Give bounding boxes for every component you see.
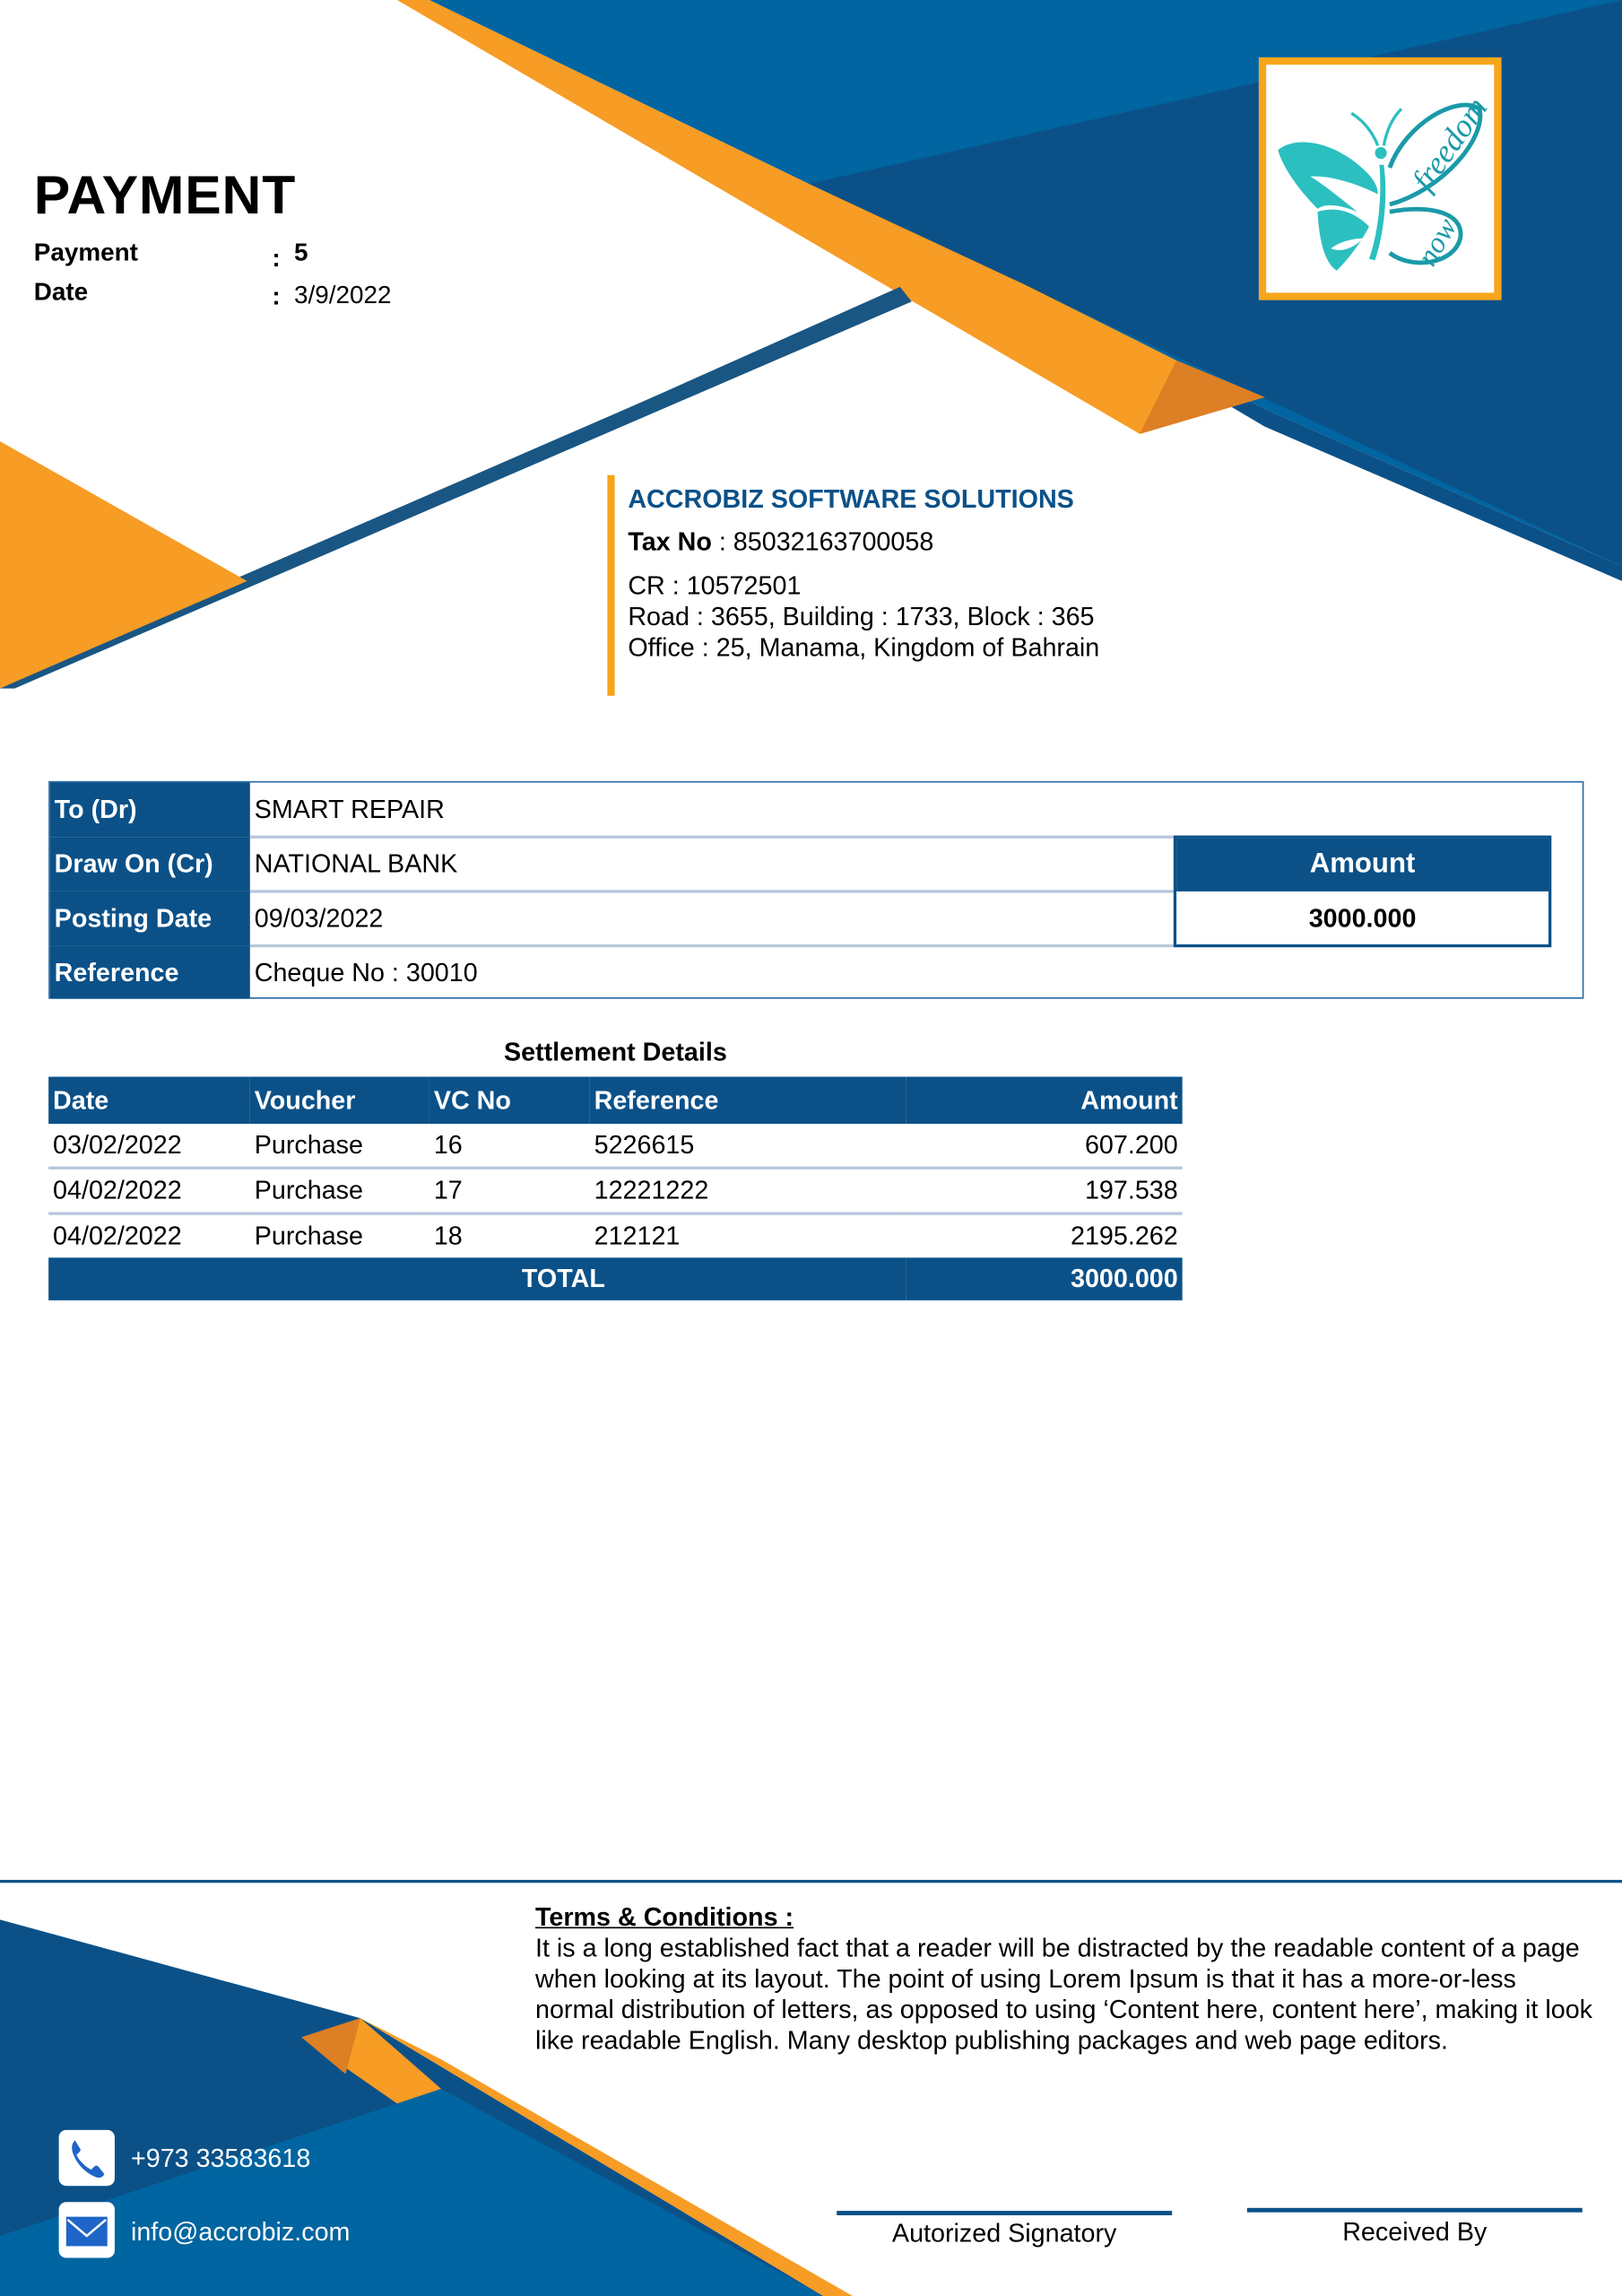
cell-vc-no: 17 — [429, 1168, 590, 1213]
total-value: 3000.000 — [906, 1257, 1183, 1300]
date-label: Date — [33, 277, 89, 307]
total-row — [48, 1257, 1183, 1300]
info-value-reference: Cheque No : 30010 — [254, 957, 478, 987]
received-by-line — [1247, 2208, 1583, 2212]
payment-number-value: 5 — [294, 238, 308, 266]
info-value-draw-on: NATIONAL BANK — [254, 848, 458, 879]
cell-date: 04/02/2022 — [53, 1221, 182, 1251]
company-logo — [1259, 57, 1502, 300]
cell-date: 04/02/2022 — [48, 1168, 250, 1213]
svg-text:freedom: freedom — [1404, 91, 1495, 197]
address-line-1: Road : 3655, Building : 1733, Block : 365 — [628, 601, 1095, 631]
info-row-reference — [50, 946, 1174, 999]
signatory-line — [837, 2211, 1172, 2214]
info-row-draw-on — [50, 837, 1174, 891]
column-header-amount: Amount — [906, 1077, 1183, 1124]
cell-voucher: Purchase — [250, 1124, 429, 1168]
amount-box — [1174, 836, 1552, 948]
cell-amount: 2195.262 — [1070, 1221, 1178, 1251]
settlement-title: Settlement Details — [503, 1037, 727, 1067]
terms-text: It is a long established fact that a reader will be distracted by the readable content of a page when looking at its layout. The point of using Lorem Ipsum is that it has a more-or-less normal distribution of letters, as opposed to using ‘Content here, content here’, making it look like readable English. Many desktop publishing packages and web page editors. — [534, 1933, 1593, 2056]
amount-header: Amount — [1176, 839, 1548, 891]
cell-reference: 12221222 — [590, 1168, 906, 1213]
email-icon — [59, 2202, 115, 2257]
address-line-2: Office : 25, Manama, Kingdom of Bahrain — [628, 632, 1100, 663]
authorized-signatory-label: Autorized Signatory — [891, 2218, 1117, 2248]
svg-text:now: now — [1410, 213, 1464, 272]
tax-number — [628, 526, 1489, 557]
info-value-posting-date: 09/03/2022 — [254, 903, 384, 933]
butterfly-logo-icon — [1266, 65, 1494, 292]
cell-date: 03/02/2022 — [48, 1124, 250, 1168]
payment-number-colon: : — [272, 244, 281, 273]
email-address: info@accrobiz.com — [130, 2216, 351, 2247]
column-header-voucher: Voucher — [250, 1077, 429, 1124]
cell-voucher: Purchase — [254, 1221, 364, 1251]
info-label-reference: Reference — [50, 946, 250, 999]
cell-reference: 212121 — [594, 1221, 681, 1251]
company-name: ACCROBIZ SOFTWARE SOLUTIONS — [628, 483, 1074, 514]
info-row-posting-date — [50, 891, 1174, 946]
table-row — [48, 1168, 1183, 1213]
cell-voucher: Purchase — [250, 1168, 429, 1213]
table-header-row — [48, 1077, 1183, 1124]
info-value-to: SMART REPAIR — [254, 794, 445, 824]
cell-amount: 607.200 — [906, 1124, 1183, 1168]
settlement-table — [48, 1077, 1183, 1300]
terms-and-conditions — [535, 1902, 1594, 2057]
cell-amount: 197.538 — [906, 1168, 1183, 1213]
cell-vc-no: 16 — [429, 1124, 590, 1168]
footer-divider — [0, 1880, 1622, 1883]
info-label-draw-on: Draw On (Cr) — [50, 837, 250, 891]
page-title: PAYMENT — [33, 164, 297, 225]
tax-label: Tax No — [628, 526, 712, 556]
total-label: TOTAL — [48, 1257, 906, 1300]
company-info — [607, 475, 1489, 696]
date-value: 3/9/2022 — [294, 281, 392, 309]
cell-vc-no: 18 — [433, 1221, 463, 1251]
cell-reference: 5226615 — [590, 1124, 906, 1168]
info-row-to — [50, 783, 1174, 838]
info-label-posting-date: Posting Date — [50, 891, 250, 946]
cr-number: CR : 10572501 — [628, 570, 802, 601]
table-row — [48, 1213, 1183, 1257]
received-by-label: Received By — [1342, 2216, 1488, 2247]
date-colon: : — [272, 282, 281, 311]
column-header-reference: Reference — [590, 1077, 906, 1124]
amount-value: 3000.000 — [1308, 903, 1417, 933]
payment-number-label: Payment — [33, 238, 138, 266]
table-row — [48, 1124, 1183, 1168]
column-header-date: Date — [48, 1077, 250, 1124]
phone-number: +973 33583618 — [130, 2143, 311, 2173]
info-label-to: To (Dr) — [50, 783, 250, 838]
tax-value: : 85032163700058 — [711, 526, 934, 556]
terms-heading: Terms & Conditions : — [534, 1901, 794, 1932]
phone-icon — [59, 2130, 115, 2186]
column-header-vc-no: VC No — [429, 1077, 590, 1124]
